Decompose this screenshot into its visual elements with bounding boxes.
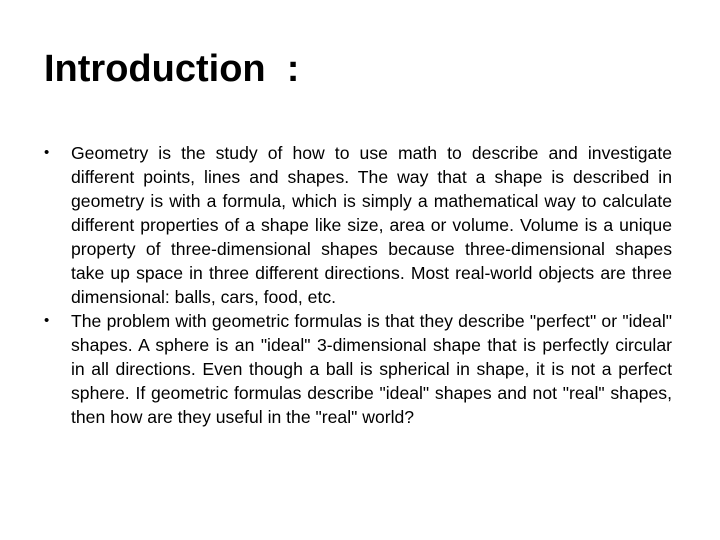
bullet-item: [44, 309, 672, 429]
bullet-text: The problem with geometric formulas is that they describe "perfect" or "ideal" shapes. A sphere is an "ideal" 3-dimensional shape that is perfectly circular in all directions. Even though a ball is spherical in shape, it is not a perfect sphere. If geometric formulas describe "ideal" shapes and not "real" shapes, then how are they useful in the "real" world?: [71, 311, 672, 427]
bullet-list: [44, 141, 672, 429]
slide-title: Introduction :: [44, 48, 300, 90]
bullet-text: Geometry is the study of how to use math to describe and investigate different points, lines and shapes. The way that a shape is described in geometry is with a formula, which is simply a mathematical way to calculate different properties of a shape like size, area or volume. Volume is a unique property of three-dimensional shapes because three-dimensional shapes take up space in three different directions. Most real-world objects are three dimensional: balls, cars, food, etc.: [71, 143, 672, 307]
bullet-dot-icon: •: [44, 144, 50, 161]
bullet-dot-icon: •: [44, 312, 50, 329]
bullet-item: [44, 141, 672, 309]
